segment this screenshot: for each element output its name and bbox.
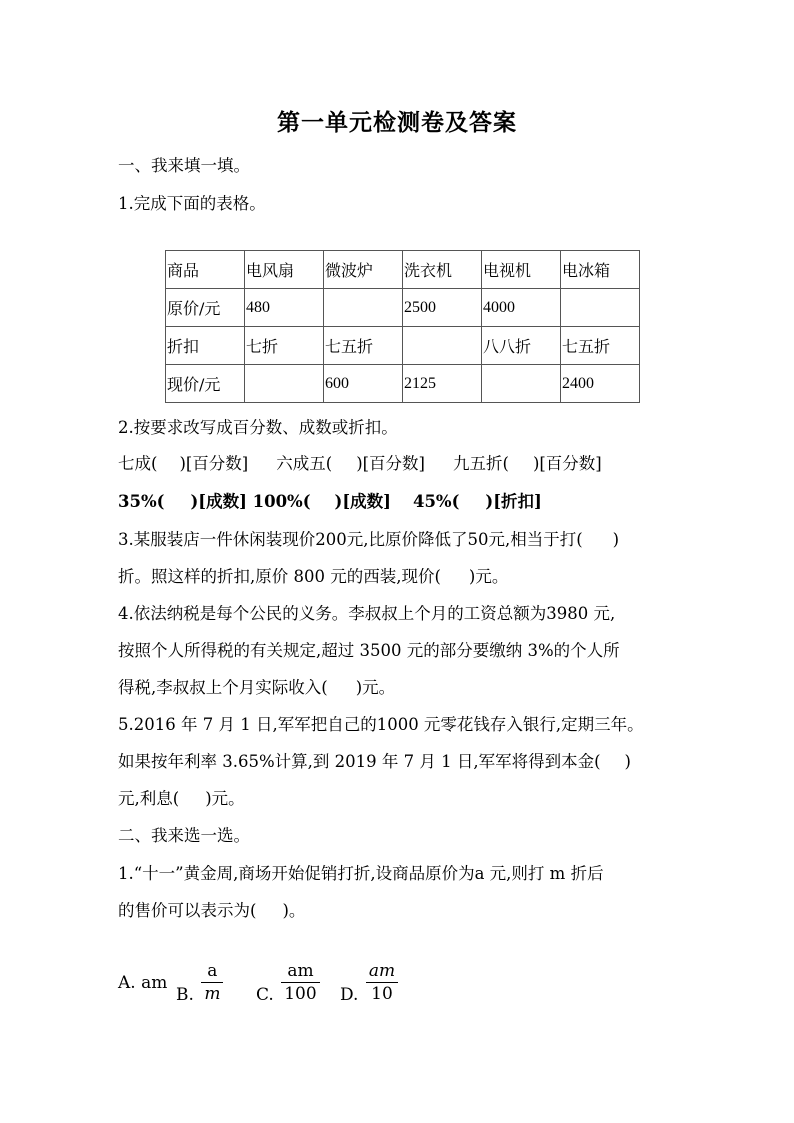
option-d-fraction	[366, 960, 398, 1005]
question-text: 3.某服装店一件休闲装现价200元,比原价降低了50元,相当于打(	[118, 530, 583, 549]
table-cell: 2500	[403, 289, 482, 327]
blank-prefix: 九五折(	[453, 454, 509, 473]
option-c-label: C.	[256, 985, 274, 1005]
question-text: 如果按年利率 3.65%计算,到 2019 年 7 月 1 日,军军将得到本金(	[118, 752, 601, 771]
table-cell-blank	[403, 327, 482, 365]
table-cell: 七五折	[561, 327, 640, 365]
question-3-line-1	[118, 526, 619, 550]
table-cell: 七五折	[324, 327, 403, 365]
fraction-denominator: 10	[371, 984, 393, 1004]
option-c	[256, 960, 322, 1005]
table-cell: 电冰箱	[561, 251, 640, 289]
table-cell: 洗衣机	[403, 251, 482, 289]
question-5-line-3	[118, 785, 245, 809]
question-4-line-3	[118, 674, 395, 698]
blank-prefix: 七成(	[118, 454, 158, 473]
option-a	[118, 960, 168, 993]
fraction-denominator: 100	[284, 984, 317, 1004]
option-b	[176, 960, 225, 1005]
section-1-heading: 一、我来填一填。	[118, 156, 250, 175]
blank-prefix: 35%(	[118, 492, 165, 511]
table-row	[166, 251, 640, 289]
table-row	[166, 327, 640, 365]
blank-suffix: )[折扣]	[485, 492, 542, 511]
question-text: )元。	[355, 678, 396, 697]
question-1-text: 1.完成下面的表格。	[118, 194, 266, 213]
question-2-text: 2.按要求改写成百分数、成数或折扣。	[118, 418, 398, 437]
question-5-line-2	[118, 748, 631, 772]
table-cell: 商品	[166, 251, 245, 289]
question-text: 的售价可以表示为(	[118, 901, 257, 920]
table-cell: 电视机	[482, 251, 561, 289]
fraction-denominator: m	[204, 984, 221, 1004]
choice-question-1-line-2	[118, 897, 305, 921]
table-cell: 微波炉	[324, 251, 403, 289]
question-2-line-2	[118, 488, 542, 512]
table-cell-blank	[324, 289, 403, 327]
blank-suffix: )[百分数]	[356, 454, 425, 473]
table-cell: 2400	[561, 365, 640, 403]
fraction-numerator: a	[207, 961, 218, 981]
table-cell: 七折	[245, 327, 324, 365]
blank-prefix: 六成五(	[276, 454, 333, 473]
table-cell-blank	[561, 289, 640, 327]
table-cell: 现价/元	[166, 365, 245, 403]
table-cell-blank	[245, 365, 324, 403]
question-3-line-2	[118, 563, 508, 587]
question-text: 得税,李叔叔上个月实际收入(	[118, 678, 328, 697]
choice-question-1-line-1: 1.“十一”黄金周,商场开始促销打折,设商品原价为a 元,则打 m 折后	[118, 864, 604, 883]
option-d-label: D.	[340, 985, 359, 1005]
question-text: 元,利息(	[118, 789, 180, 808]
table-cell: 电风扇	[245, 251, 324, 289]
option-d	[340, 960, 400, 1005]
blank-suffix: )[成数]	[334, 492, 391, 511]
question-text: 折。照这样的折扣,原价 800 元的西装,现价(	[118, 567, 441, 586]
question-text: )元。	[468, 567, 509, 586]
question-2-line-1	[118, 450, 602, 474]
option-b-fraction	[201, 960, 223, 1005]
table-cell: 原价/元	[166, 289, 245, 327]
page-title: 第一单元检测卷及答案	[277, 110, 517, 136]
option-c-fraction	[281, 960, 319, 1005]
fraction-numerator: am	[287, 961, 314, 981]
question-4-line-1: 4.依法纳税是每个公民的义务。李叔叔上个月的工资总额为3980 元,	[118, 604, 616, 623]
table-cell: 2125	[403, 365, 482, 403]
blank-prefix: 45%(	[412, 492, 460, 511]
option-b-label: B.	[176, 985, 194, 1005]
blank-suffix: )[成数] 100%(	[190, 492, 311, 511]
question-text: )	[612, 530, 620, 549]
section-2-heading: 二、我来选一选。	[118, 826, 250, 845]
option-a-label: A. am	[118, 973, 168, 993]
question-text: )。	[282, 901, 306, 920]
table-cell: 4000	[482, 289, 561, 327]
blank-suffix: )[百分数]	[179, 454, 249, 473]
question-4-line-2: 按照个人所得税的有关规定,超过 3500 元的部分要缴纳 3%的个人所	[118, 641, 620, 660]
table-cell-blank	[482, 365, 561, 403]
table-cell: 折扣	[166, 327, 245, 365]
table-row	[166, 365, 640, 403]
table-cell: 八八折	[482, 327, 561, 365]
question-text: )	[624, 752, 631, 771]
price-table	[165, 250, 640, 403]
table-cell: 600	[324, 365, 403, 403]
fraction-numerator: am	[368, 961, 396, 981]
blank-suffix: )[百分数]	[532, 454, 602, 473]
question-5-line-1: 5.2016 年 7 月 1 日,军军把自己的1000 元零花钱存入银行,定期三年。	[118, 715, 644, 734]
table-row	[166, 289, 640, 327]
question-text: )元。	[205, 789, 245, 808]
table-cell: 480	[245, 289, 324, 327]
